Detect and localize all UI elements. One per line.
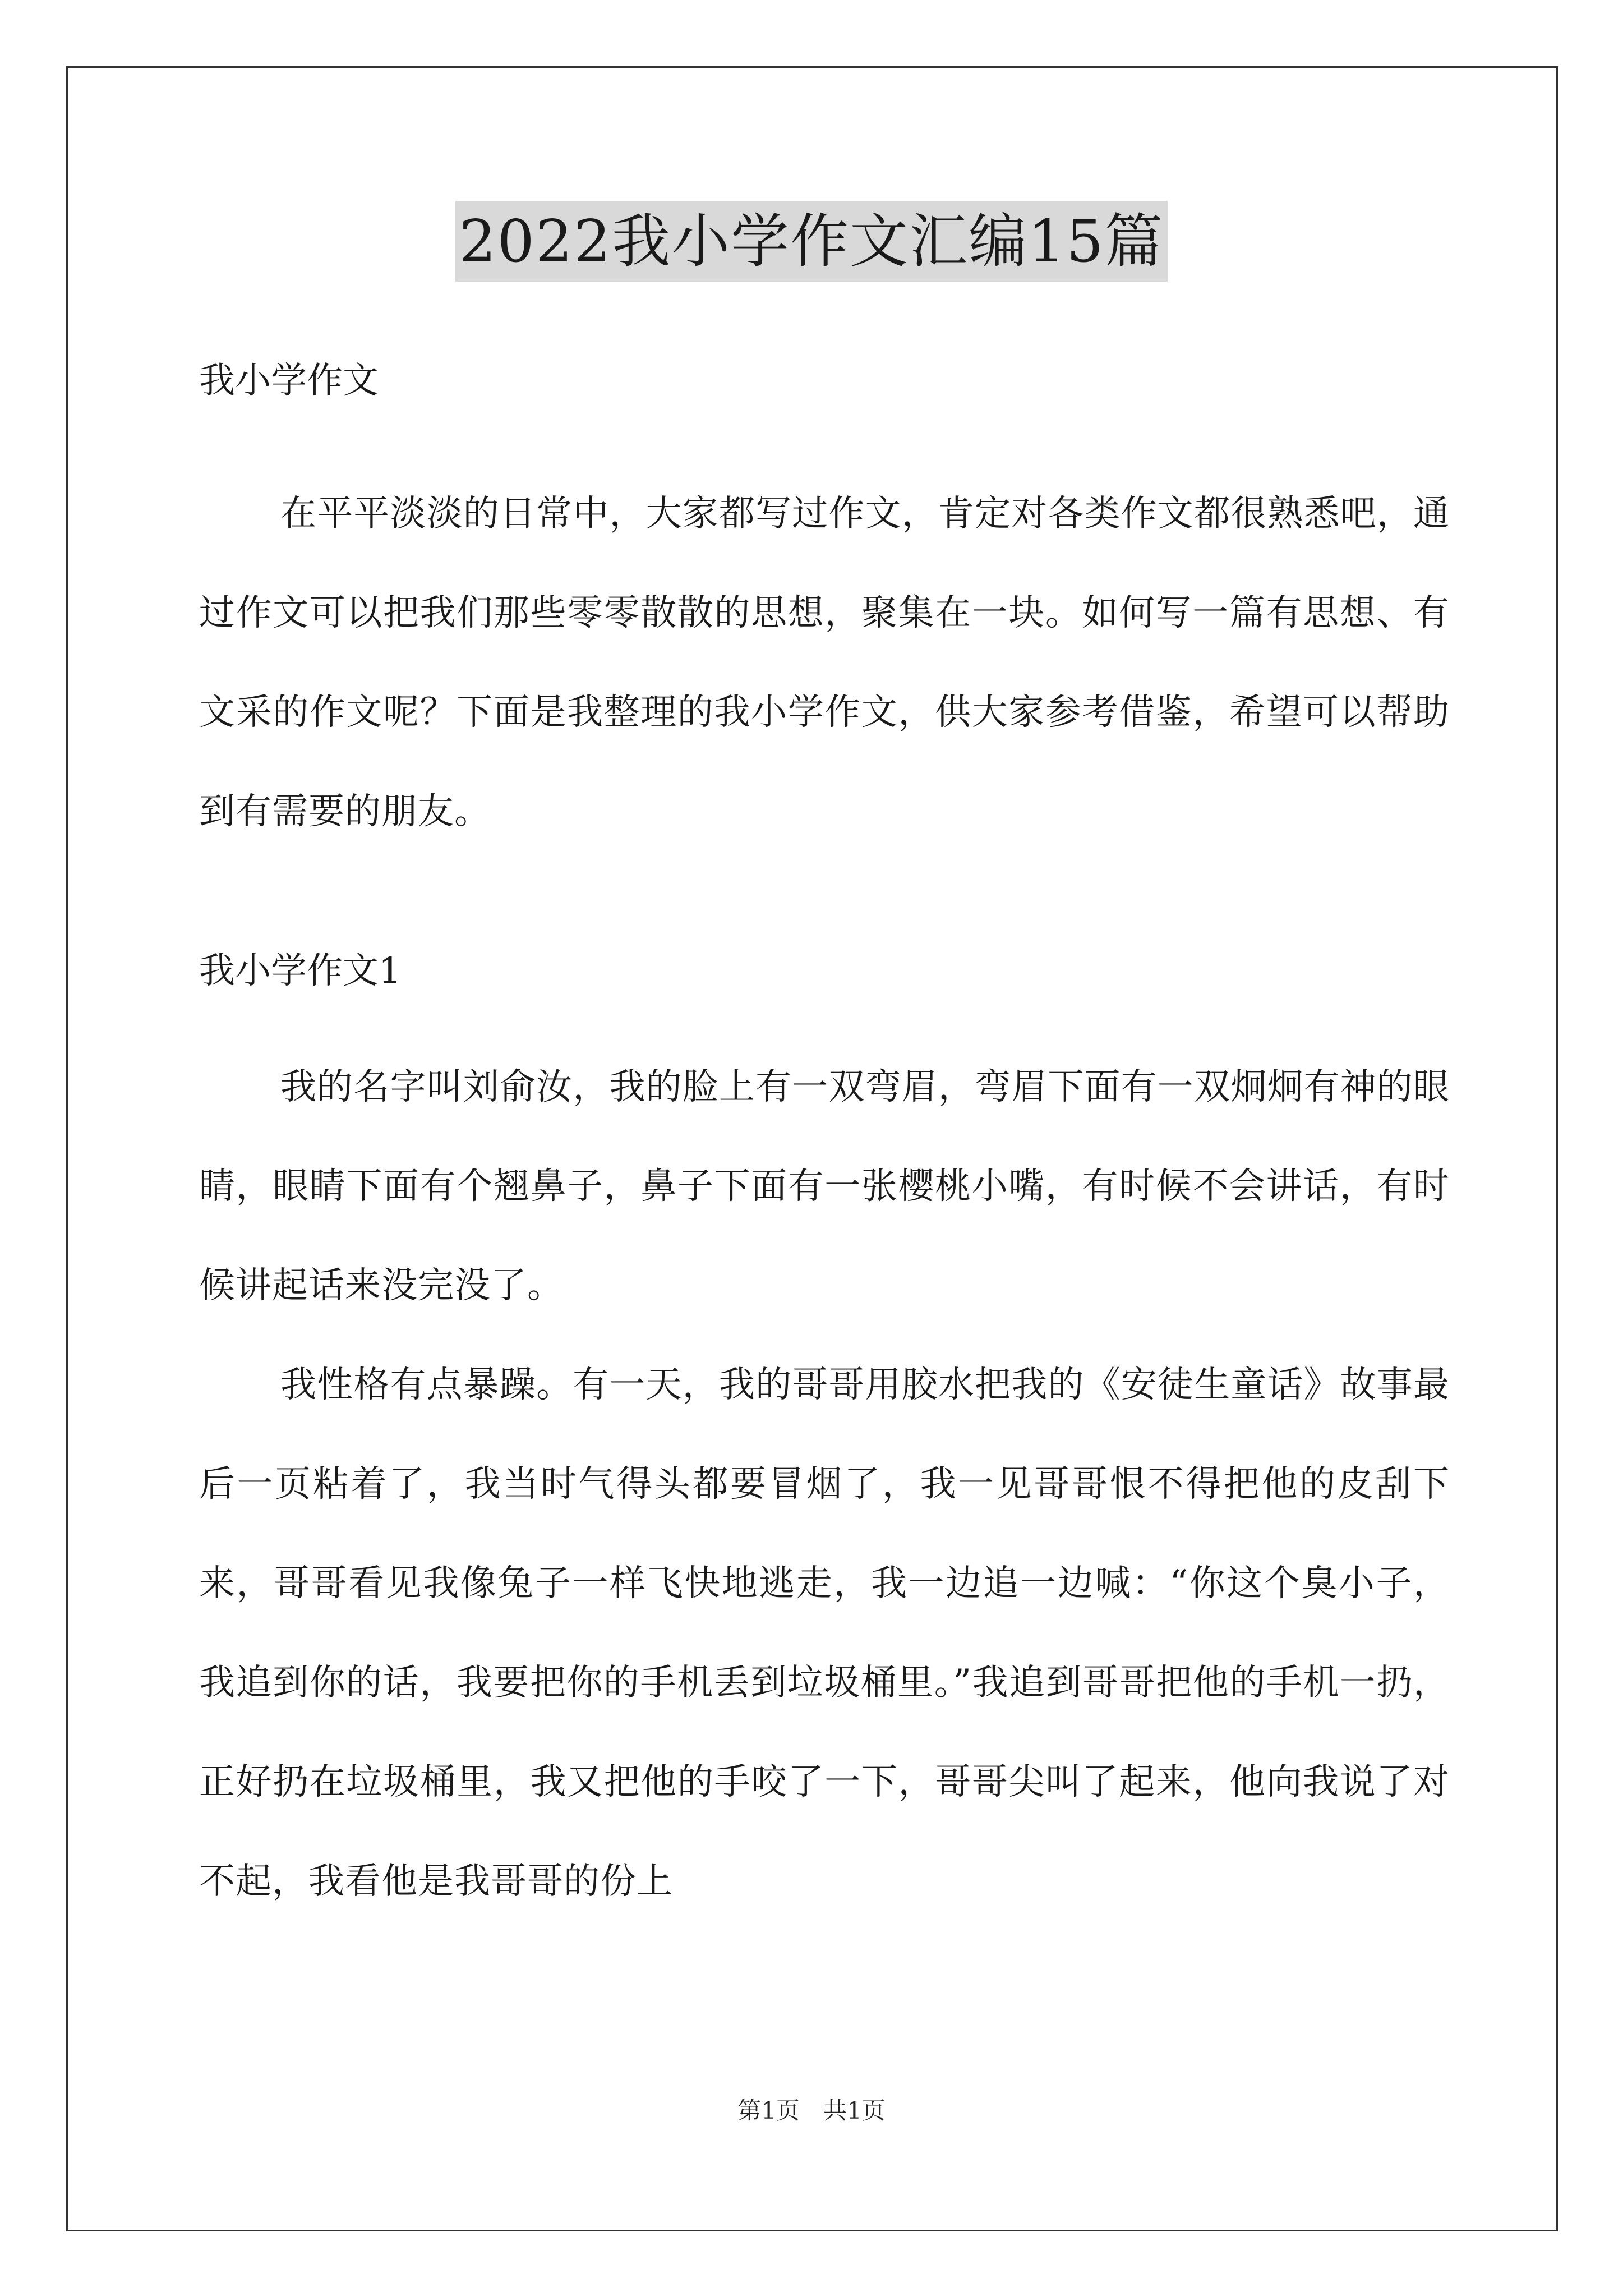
page-number-footer: 第1页 共1页	[737, 2097, 886, 2124]
paragraph: 我性格有点暴躁。有一天，我的哥哥用胶水把我的《安徒生童话》故事最后一页粘着了，我当时气得头都要冒烟了，我一见哥哥恨不得把他的皮刮下来，哥哥看见我像兔子一样飞快地逃走，我一边追一边喊：“你这个臭小子，我追到你的话，我要把你的手机丢到垃圾桶里。”我追到哥哥把他的手机一扔，正好扔在垃圾桶里，我又把他的手咬了一下，哥哥尖叫了起来，他向我说了对不起，我看他是我哥哥的份上	[199, 1364, 1450, 1902]
paragraph: 我的名字叫刘俞汝，我的脸上有一双弯眉，弯眉下面有一双炯炯有神的眼睛，眼睛下面有个翘鼻子，鼻子下面有一张樱桃小嘴，有时候不会讲话，有时候讲起话来没完没了。	[199, 1066, 1450, 1306]
section-spacer	[199, 862, 1450, 938]
document-body	[199, 348, 1450, 1931]
title-area	[0, 201, 1623, 282]
document-title: 2022我小学作文汇编15篇	[455, 201, 1167, 282]
section-heading: 我小学作文1	[199, 950, 402, 992]
section-heading: 我小学作文	[199, 360, 379, 402]
paragraph: 在平平淡淡的日常中，大家都写过作文，肯定对各类作文都很熟悉吧，通过作文可以把我们那些零零散散的思想，聚集在一块。如何写一篇有思想、有文采的作文呢？下面是我整理的我小学作文，供大家参考借鉴，希望可以帮助到有需要的朋友。	[199, 493, 1450, 832]
